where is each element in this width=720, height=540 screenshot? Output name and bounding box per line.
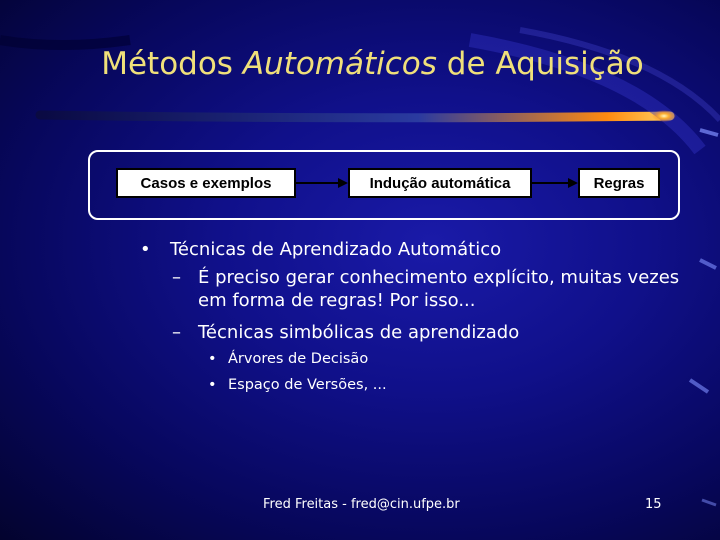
slide-title: Métodos Automáticos de Aquisição	[101, 46, 644, 82]
edge-dash-4	[702, 500, 716, 505]
bullet-item: • Técnicas de Aprendizado Automático	[140, 239, 502, 260]
glow-spot	[652, 110, 676, 122]
flow-box-cases: Casos e exemplos	[116, 168, 296, 198]
swoosh-line	[40, 115, 670, 118]
flow-box-rules: Regras	[578, 168, 660, 198]
edge-dash-2	[700, 260, 716, 268]
dark-stroke	[0, 40, 130, 45]
page-number: 15	[645, 497, 662, 512]
sub-bullet-item: – Técnicas simbólicas de aprendizado	[172, 322, 520, 343]
flow-box-induction: Indução automática	[348, 168, 532, 198]
edge-dash-1	[700, 130, 718, 135]
slide-footer: Fred Freitas - fred@cin.ufpe.br	[263, 497, 460, 512]
sub-sub-bullet-item: • Espaço de Versões, ...	[208, 377, 387, 393]
edge-dash-3	[690, 380, 708, 392]
sub-sub-bullet-item: • Árvores de Decisão	[208, 351, 369, 367]
sub-bullet-item: – É preciso gerar conhecimento explícito, muitas vezes em forma de regras! Por isso...	[172, 267, 680, 312]
